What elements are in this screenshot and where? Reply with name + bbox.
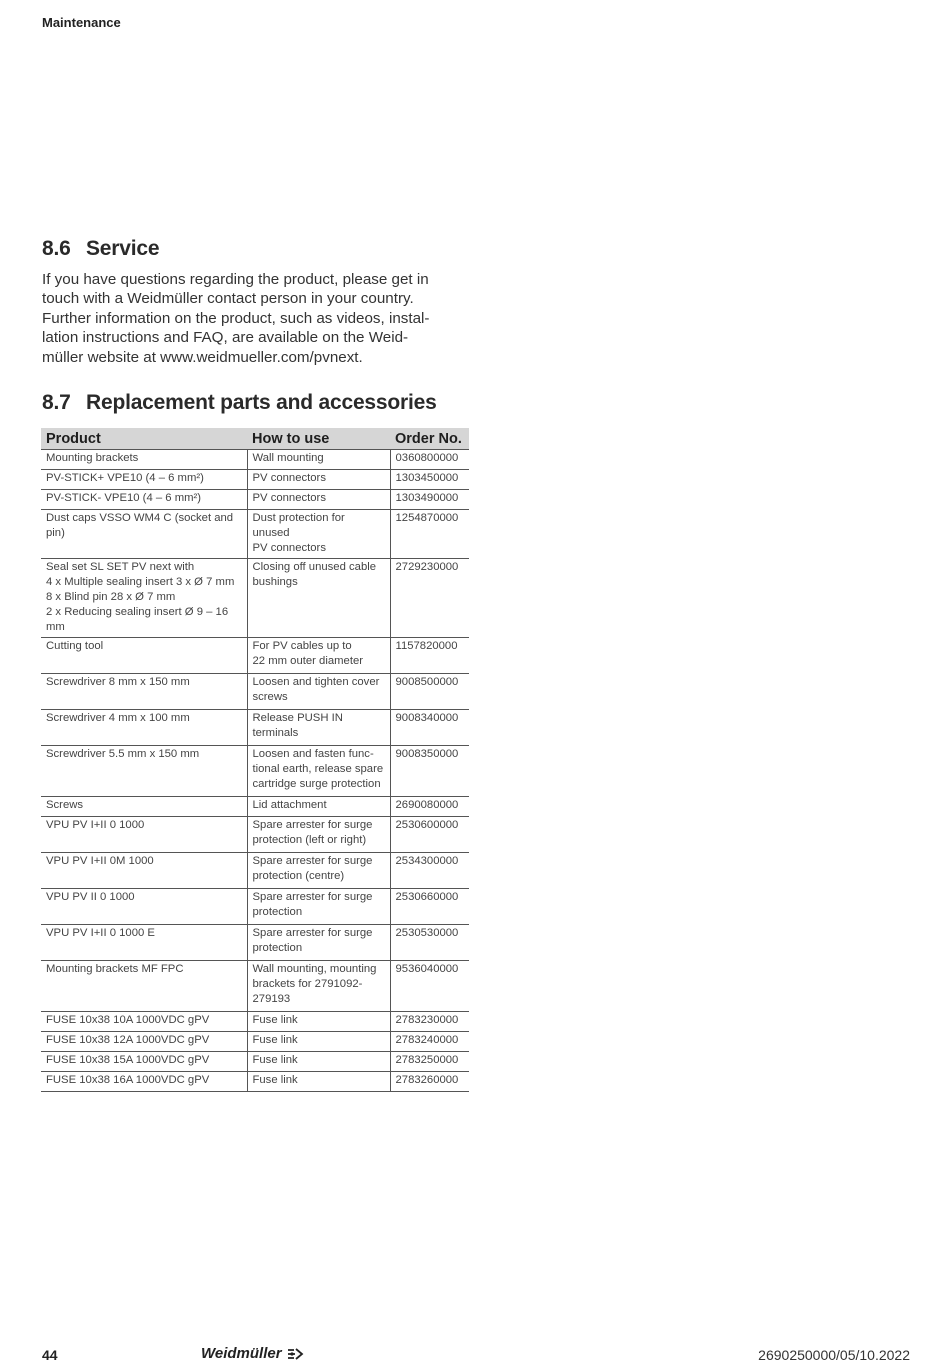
how-to-use-cell-line: Closing off unused cable [252, 561, 377, 573]
product-cell [41, 1012, 247, 1032]
product-cell [41, 674, 247, 710]
how-to-use-cell-line: protection [252, 942, 303, 954]
brand-logo [201, 1345, 304, 1362]
product-cell [41, 710, 247, 746]
how-to-use-cell-line: Spare arrester for surge [252, 891, 373, 903]
how-to-use-cell [247, 1052, 390, 1072]
document-id: 2690250000/05/10.2022 [758, 1347, 910, 1363]
table-row [41, 746, 469, 797]
how-to-use-cell [247, 925, 390, 961]
how-to-use-cell-line: Loosen and tighten cover [252, 676, 380, 688]
order-number-cell: 1303490000 [390, 490, 469, 510]
product-cell-line: pin) [46, 527, 65, 539]
service-section-title: Service [86, 237, 160, 260]
order-number-cell: 2534300000 [390, 853, 469, 889]
how-to-use-cell [247, 490, 390, 510]
how-to-use-cell-line: Lid attachment [252, 799, 327, 811]
how-to-use-cell [247, 1072, 390, 1092]
how-to-use-cell [247, 961, 390, 1012]
how-to-use-cell [247, 1012, 390, 1032]
product-cell-line: FUSE 10x38 10A 1000VDC gPV [46, 1014, 210, 1026]
product-cell-line: PV-STICK- VPE10 (4 – 6 mm²) [46, 492, 202, 504]
how-to-use-cell-line: screws [252, 691, 288, 703]
product-cell [41, 510, 247, 559]
table-row [41, 925, 469, 961]
how-to-use-cell-line: 279193 [252, 993, 291, 1005]
how-to-use-cell [247, 746, 390, 797]
order-number-cell: 9008500000 [390, 674, 469, 710]
product-cell-line: Cutting tool [46, 640, 104, 652]
table-row [41, 450, 469, 470]
how-to-use-cell-line: Dust protection for unused [252, 512, 345, 539]
how-to-use-cell [247, 797, 390, 817]
table-row [41, 559, 469, 638]
how-to-use-cell [247, 1032, 390, 1052]
order-number-cell: 9008350000 [390, 746, 469, 797]
how-to-use-cell-line: 22 mm outer diameter [252, 655, 364, 667]
running-header: Maintenance [42, 15, 121, 30]
table-header-row [41, 428, 469, 450]
how-to-use-cell [247, 817, 390, 853]
how-to-use-cell-line: Spare arrester for surge [252, 819, 373, 831]
how-to-use-cell-line: protection (left or right) [252, 834, 367, 846]
product-cell [41, 925, 247, 961]
how-to-use-cell-line: Wall mounting [252, 452, 324, 464]
how-to-use-cell-line: Release PUSH IN [252, 712, 343, 724]
how-to-use-cell-line: PV connectors [252, 492, 326, 504]
how-to-use-cell-line: cartridge surge protection [252, 778, 381, 790]
product-cell-line: Mounting brackets [46, 452, 139, 464]
order-number-cell: 1157820000 [390, 638, 469, 674]
table-row [41, 638, 469, 674]
how-to-use-cell-line: bushings [252, 576, 298, 588]
order-number-cell: 2783240000 [390, 1032, 469, 1052]
order-number-cell: 2530600000 [390, 817, 469, 853]
table-row [41, 889, 469, 925]
how-to-use-cell-line: PV connectors [252, 542, 326, 554]
how-to-use-cell-line: Fuse link [252, 1074, 298, 1086]
weidmueller-logo-icon [286, 1347, 304, 1361]
how-to-use-cell [247, 470, 390, 490]
table-row [41, 1052, 469, 1072]
how-to-use-cell [247, 710, 390, 746]
how-to-use-cell [247, 510, 390, 559]
order-number-cell: 2690080000 [390, 797, 469, 817]
product-cell-line: Screwdriver 8 mm x 150 mm [46, 676, 190, 688]
how-to-use-cell-line: Fuse link [252, 1054, 298, 1066]
product-cell [41, 490, 247, 510]
service-heading [42, 237, 159, 261]
how-to-use-cell [247, 450, 390, 470]
how-to-use-cell-line: Fuse link [252, 1014, 298, 1026]
how-to-use-cell-line: protection [252, 906, 303, 918]
product-cell-line: 4 x Multiple sealing insert 3 x Ø 7 mm [46, 576, 235, 588]
table-row [41, 470, 469, 490]
order-number-cell: 9536040000 [390, 961, 469, 1012]
service-line: müller website at www.weidmueller.com/pvnext. [42, 348, 363, 366]
product-cell [41, 1032, 247, 1052]
product-cell [41, 1072, 247, 1092]
product-cell-line: Screwdriver 5.5 mm x 150 mm [46, 748, 200, 760]
product-cell [41, 797, 247, 817]
how-to-use-cell-line: terminals [252, 727, 299, 739]
order-number-cell: 2783260000 [390, 1072, 469, 1092]
how-to-use-cell-line: brackets for 2791092- [252, 978, 363, 990]
table-row [41, 510, 469, 559]
how-to-use-cell-line: For PV cables up to [252, 640, 352, 652]
order-number-cell: 2783250000 [390, 1052, 469, 1072]
how-to-use-cell [247, 853, 390, 889]
product-cell [41, 817, 247, 853]
product-cell-line: FUSE 10x38 16A 1000VDC gPV [46, 1074, 210, 1086]
table-row [41, 1032, 469, 1052]
column-header-order-no: Order No. [390, 428, 469, 450]
how-to-use-cell [247, 889, 390, 925]
product-cell-line: Seal set SL SET PV next with [46, 561, 195, 573]
table-row [41, 853, 469, 889]
table-row [41, 710, 469, 746]
order-number-cell: 1254870000 [390, 510, 469, 559]
column-header-how-to-use: How to use [247, 428, 390, 450]
how-to-use-cell-line: PV connectors [252, 472, 326, 484]
brand-name: Weidmüller [201, 1345, 282, 1362]
order-number-cell: 2530660000 [390, 889, 469, 925]
product-cell-line: VPU PV I+II 0 1000 E [46, 927, 155, 939]
product-cell-line: FUSE 10x38 12A 1000VDC gPV [46, 1034, 210, 1046]
order-number-cell: 1303450000 [390, 470, 469, 490]
page-number: 44 [42, 1347, 58, 1363]
product-cell-line: VPU PV I+II 0 1000 [46, 819, 145, 831]
service-line: If you have questions regarding the product, please get in [42, 271, 429, 288]
replacement-parts-table [41, 428, 469, 1092]
service-line: Further information on the product, such as videos, instal- [42, 309, 430, 327]
product-cell [41, 470, 247, 490]
order-number-cell: 0360800000 [390, 450, 469, 470]
table-row [41, 797, 469, 817]
product-cell-line: VPU PV I+II 0M 1000 [46, 855, 154, 867]
parts-section-number: 8.7 [42, 391, 71, 414]
product-cell-line: Screwdriver 4 mm x 100 mm [46, 712, 190, 724]
product-cell [41, 1052, 247, 1072]
product-cell-line: Mounting brackets MF FPC [46, 963, 184, 975]
service-line: touch with a Weidmüller contact person in your country. [42, 290, 414, 308]
how-to-use-cell-line: protection (centre) [252, 870, 345, 882]
product-cell-line: FUSE 10x38 15A 1000VDC gPV [46, 1054, 210, 1066]
product-cell-line: PV-STICK+ VPE10 (4 – 6 mm²) [46, 472, 204, 484]
product-cell [41, 450, 247, 470]
product-cell [41, 638, 247, 674]
how-to-use-cell [247, 674, 390, 710]
column-header-product: Product [41, 428, 247, 450]
product-cell [41, 853, 247, 889]
how-to-use-cell-line: Loosen and fasten func- [252, 748, 374, 760]
table-row [41, 674, 469, 710]
product-cell-line: Screws [46, 799, 84, 811]
table-row [41, 1072, 469, 1092]
product-cell-line: Dust caps VSSO WM4 C (socket and [46, 512, 234, 524]
how-to-use-cell-line: Fuse link [252, 1034, 298, 1046]
how-to-use-cell-line: Spare arrester for surge [252, 855, 373, 867]
parts-section-title: Replacement parts and accessories [86, 391, 437, 414]
how-to-use-cell [247, 559, 390, 638]
product-cell [41, 889, 247, 925]
how-to-use-cell-line: Spare arrester for surge [252, 927, 373, 939]
table-body [41, 450, 469, 1092]
product-cell [41, 961, 247, 1012]
product-cell-line: 2 x Reducing sealing insert Ø 9 – 16 mm [46, 606, 229, 633]
order-number-cell: 2530530000 [390, 925, 469, 961]
order-number-cell: 9008340000 [390, 710, 469, 746]
order-number-cell: 2729230000 [390, 559, 469, 638]
service-line: lation instructions and FAQ, are available on the Weid- [42, 329, 409, 347]
how-to-use-cell-line: Wall mounting, mounting [252, 963, 377, 975]
parts-heading [42, 391, 437, 415]
product-cell [41, 746, 247, 797]
table-row [41, 817, 469, 853]
how-to-use-cell [247, 638, 390, 674]
product-cell-line: VPU PV II 0 1000 [46, 891, 135, 903]
service-paragraph [42, 270, 482, 367]
table-row [41, 961, 469, 1012]
table-row [41, 490, 469, 510]
table-row [41, 1012, 469, 1032]
service-section-number: 8.6 [42, 237, 71, 260]
product-cell-line: 8 x Blind pin 28 x Ø 7 mm [46, 591, 176, 603]
product-cell [41, 559, 247, 638]
how-to-use-cell-line: tional earth, release spare [252, 763, 384, 775]
order-number-cell: 2783230000 [390, 1012, 469, 1032]
